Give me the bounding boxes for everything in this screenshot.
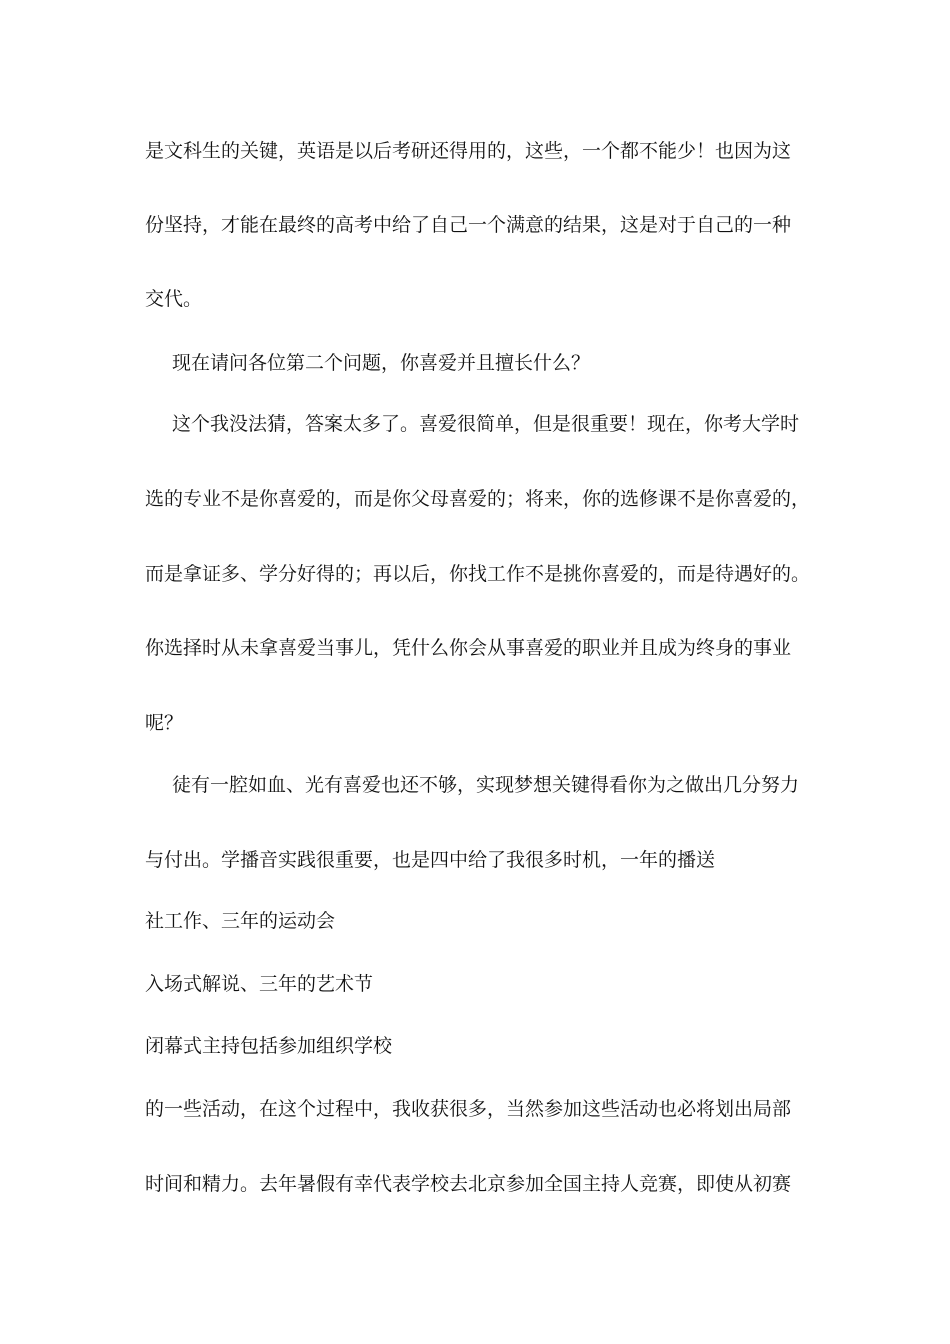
text-line-6: 选的专业不是你喜爱的，而是你父母喜爱的；将来，你的选修课不是你喜爱的， <box>145 488 811 510</box>
text-line-14: 闭幕式主持包括参加组织学校 <box>145 1035 393 1057</box>
paragraph-question: 现在请问各位第二个问题，你喜爱并且擅长什么？ <box>172 352 591 374</box>
text-line-1: 是文科生的关键，英语是以后考研还得用的，这些，一个都不能少！也因为这 <box>145 140 792 162</box>
text-line-2: 份坚持，才能在最终的高考中给了自己一个满意的结果，这是对于自己的一种 <box>145 214 792 236</box>
text-line-12: 社工作、三年的运动会 <box>145 910 336 932</box>
text-line-11: 与付出。学播音实践很重要，也是四中给了我很多时机，一年的播送 <box>145 849 716 871</box>
text-line-8: 你选择时从未拿喜爱当事儿，凭什么你会从事喜爱的职业并且成为终身的事业 <box>145 637 792 659</box>
text-line-5: 这个我没法猜，答案太多了。喜爱很简单，但是很重要！现在，你考大学时 <box>172 413 800 435</box>
text-line-3: 交代。 <box>145 288 203 310</box>
text-line-16: 时间和精力。去年暑假有幸代表学校去北京参加全国主持人竞赛，即使从初赛 <box>145 1173 792 1195</box>
text-line-15: 的一些活动，在这个过程中，我收获很多，当然参加这些活动也必将划出局部 <box>145 1098 792 1120</box>
text-line-7: 而是拿证多、学分好得的；再以后，你找工作不是挑你喜爱的，而是待遇好的。 <box>145 563 811 585</box>
text-line-13: 入场式解说、三年的艺术节 <box>145 973 374 995</box>
text-line-10: 徒有一腔如血、光有喜爱也还不够，实现梦想关键得看你为之做出几分努力 <box>172 774 800 796</box>
text-line-9: 呢？ <box>145 712 184 734</box>
